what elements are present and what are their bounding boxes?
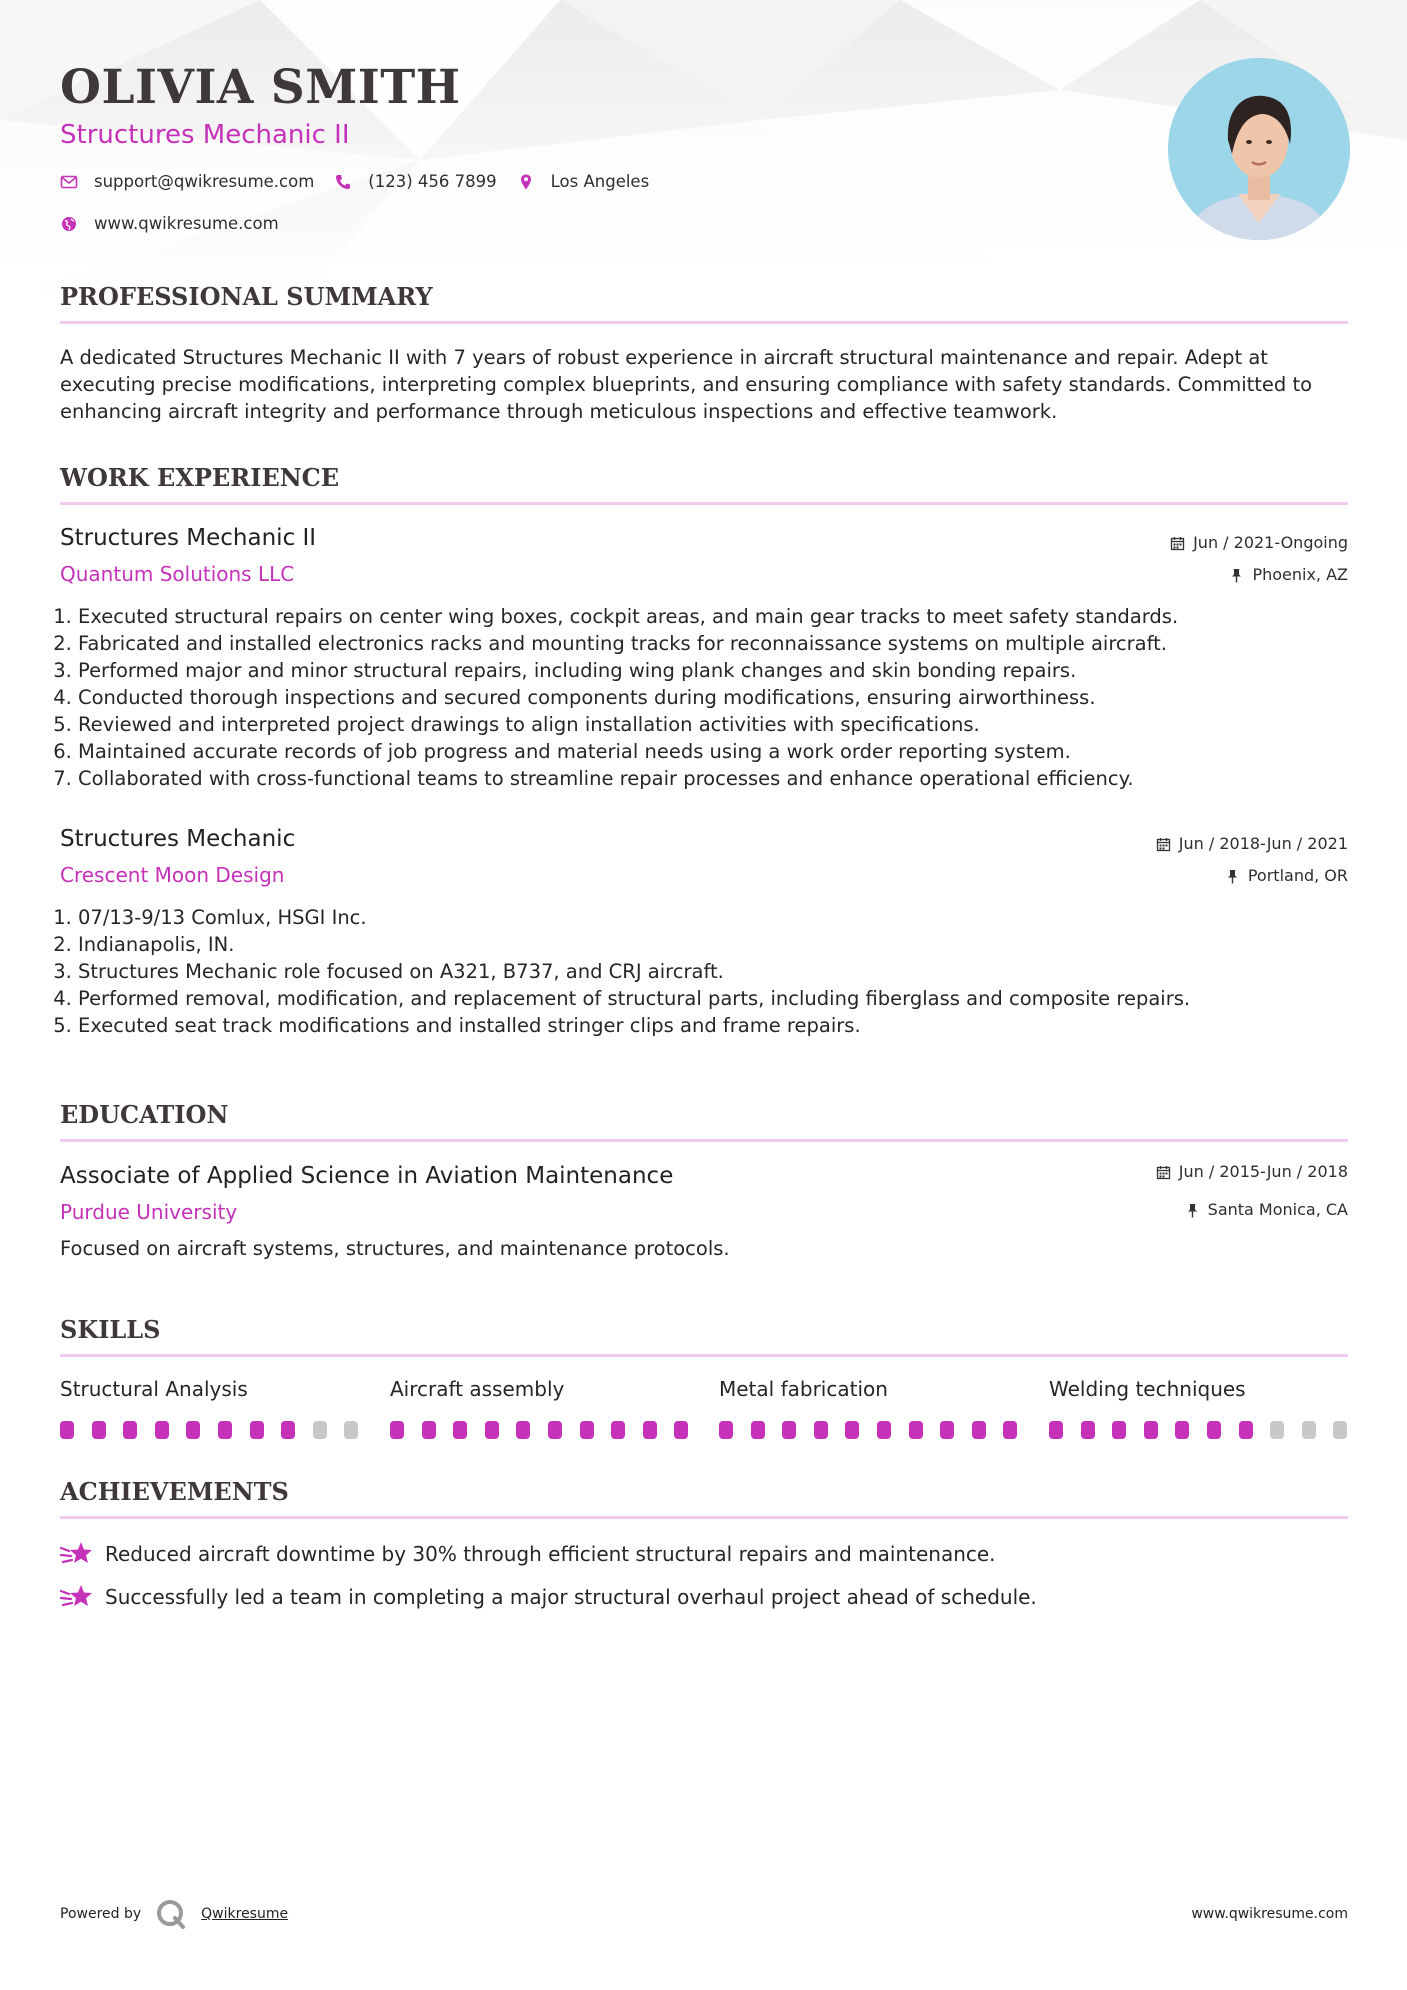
education-dates-text: Jun / 2015-Jun / 2018: [1178, 1162, 1348, 1181]
section-title-achievements: ACHIEVEMENTS: [60, 1477, 289, 1506]
skill-dot-filled: [1003, 1421, 1017, 1439]
skill-rating: [1049, 1421, 1349, 1439]
section-divider: [60, 1139, 1348, 1142]
skill-dot-filled: [909, 1421, 923, 1439]
skill-dot-filled: [1049, 1421, 1063, 1439]
job-location-text: Portland, OR: [1247, 866, 1348, 885]
skill-dot-filled: [1175, 1421, 1189, 1439]
pushpin-icon: [1185, 1203, 1200, 1218]
skill-dot-filled: [218, 1421, 232, 1439]
skill-item: [719, 1375, 1019, 1403]
map-marker-icon: [517, 173, 535, 191]
achievement-text: Reduced aircraft downtime by 30% through efficient structural repairs and maintenance.: [105, 1542, 996, 1566]
qwikresume-link[interactable]: Qwikresume: [201, 1906, 289, 1922]
list-item: 2. Indianapolis, IN.: [78, 931, 1348, 958]
school-name: Purdue University: [60, 1200, 238, 1224]
phone-text: (123) 456 7899: [368, 172, 497, 191]
list-item: 5. Reviewed and interpreted project drawings to align installation activities with specifications.: [78, 711, 1348, 738]
skill-dot-empty: [1270, 1421, 1284, 1439]
skill-dot-filled: [1239, 1421, 1253, 1439]
skill-dot-filled: [60, 1421, 74, 1439]
skill-dot-filled: [1207, 1421, 1221, 1439]
skill-name: Aircraft assembly: [390, 1377, 565, 1401]
contact-row-2: [60, 214, 299, 233]
job-location: [1225, 865, 1348, 887]
skill-dot-filled: [281, 1421, 295, 1439]
job-dates-text: Jun / 2018-Jun / 2021: [1178, 834, 1348, 853]
skill-dot-empty: [1333, 1421, 1347, 1439]
contact-row-1: [60, 172, 669, 191]
location-text: Los Angeles: [550, 172, 650, 191]
skill-dot-filled: [123, 1421, 137, 1439]
skill-dot-empty: [1302, 1421, 1316, 1439]
list-item: 5. Executed seat track modifications and installed stringer clips and frame repairs.: [78, 1012, 1348, 1039]
education-dates: [1156, 1161, 1348, 1183]
calendar-icon: [1156, 837, 1171, 852]
website-link[interactable]: www.qwikresume.com: [94, 214, 279, 233]
skill-item: [60, 1375, 360, 1403]
skill-dot-empty: [344, 1421, 358, 1439]
skill-rating: [60, 1421, 360, 1439]
skill-dot-filled: [877, 1421, 891, 1439]
summary-text: A dedicated Structures Mechanic II with 7 years of robust experience in aircraft structural maintenance and repair. Adept at executing precise modifications, interpreting complex blueprints, and ensuring compliance with safety standards. Committed to enhancing aircraft integrity and performance through meticulous inspections and effective teamwork.: [60, 346, 1313, 423]
skill-name: Structural Analysis: [60, 1377, 248, 1401]
skill-dot-filled: [548, 1421, 562, 1439]
globe-icon: [60, 215, 78, 233]
candidate-role: Structures Mechanic II: [60, 120, 350, 150]
skill-dot-filled: [1112, 1421, 1126, 1439]
pushpin-icon: [1229, 568, 1244, 583]
skill-dot-filled: [1144, 1421, 1158, 1439]
list-item: 3. Performed major and minor structural repairs, including wing plank changes and skin bonding repairs.: [78, 657, 1348, 684]
section-divider: [60, 321, 1348, 324]
skill-dot-filled: [972, 1421, 986, 1439]
education-location: [1185, 1199, 1348, 1221]
list-item: 7. Collaborated with cross-functional teams to streamline repair processes and enhance operational efficiency.: [78, 765, 1348, 792]
skill-dot-filled: [155, 1421, 169, 1439]
degree-title: Associate of Applied Science in Aviation Maintenance: [60, 1163, 674, 1189]
list-item: 1. 07/13-9/13 Comlux, HSGI Inc.: [78, 904, 1348, 931]
skill-dot-filled: [782, 1421, 796, 1439]
skill-dot-filled: [845, 1421, 859, 1439]
skill-dot-filled: [940, 1421, 954, 1439]
skill-dot-filled: [186, 1421, 200, 1439]
skill-dot-filled: [516, 1421, 530, 1439]
job-dates: [1156, 833, 1348, 855]
skill-dot-filled: [92, 1421, 106, 1439]
job-dates-text: Jun / 2021-Ongoing: [1193, 533, 1348, 552]
qwikresume-logo-icon: [155, 1898, 187, 1930]
footer-website-link[interactable]: www.qwikresume.com: [1191, 1906, 1348, 1922]
candidate-name: OLIVIA SMITH: [60, 60, 461, 115]
skill-dot-filled: [250, 1421, 264, 1439]
profile-photo: [1168, 58, 1350, 240]
shooting-star-icon: [60, 1582, 94, 1612]
job-location: [1229, 564, 1348, 586]
skill-dot-empty: [313, 1421, 327, 1439]
skill-dot-filled: [1081, 1421, 1095, 1439]
company-name: Quantum Solutions LLC: [60, 562, 295, 586]
section-divider: [60, 502, 1348, 505]
skill-item: [390, 1375, 690, 1403]
skill-item: [1049, 1375, 1349, 1403]
skill-dot-filled: [751, 1421, 765, 1439]
section-title-experience: WORK EXPERIENCE: [60, 463, 340, 492]
skill-dot-filled: [485, 1421, 499, 1439]
skill-dot-filled: [643, 1421, 657, 1439]
section-divider: [60, 1516, 1348, 1519]
job-responsibilities: [60, 603, 1348, 792]
powered-by-label: Powered by: [60, 1906, 142, 1922]
skill-dot-filled: [390, 1421, 404, 1439]
section-divider: [60, 1354, 1348, 1357]
calendar-icon: [1156, 1165, 1171, 1180]
shooting-star-icon: [60, 1539, 94, 1569]
pushpin-icon: [1225, 869, 1240, 884]
section-title-summary: PROFESSIONAL SUMMARY: [60, 282, 433, 311]
job-dates: [1170, 532, 1348, 554]
job-responsibilities: [60, 904, 1348, 1039]
skill-name: Metal fabrication: [719, 1377, 888, 1401]
list-item: 4. Conducted thorough inspections and secured components during modifications, ensuring airworthiness.: [78, 684, 1348, 711]
envelope-icon: [60, 173, 78, 191]
section-title-education: EDUCATION: [60, 1100, 229, 1129]
resume-page: [60, 0, 1348, 1990]
list-item: 4. Performed removal, modification, and replacement of structural parts, including fiberglass and composite repairs.: [78, 985, 1348, 1012]
email-link[interactable]: support@qwikresume.com: [94, 172, 315, 191]
skill-rating: [719, 1421, 1019, 1439]
achievement-item: [60, 1539, 996, 1569]
education-location-text: Santa Monica, CA: [1207, 1200, 1348, 1219]
skill-dot-filled: [453, 1421, 467, 1439]
achievement-text: Successfully led a team in completing a major structural overhaul project ahead of schedule.: [105, 1585, 1037, 1609]
skill-dot-filled: [422, 1421, 436, 1439]
skill-name: Welding techniques: [1049, 1377, 1246, 1401]
list-item: 3. Structures Mechanic role focused on A321, B737, and CRJ aircraft.: [78, 958, 1348, 985]
skill-dot-filled: [814, 1421, 828, 1439]
skill-dot-filled: [674, 1421, 688, 1439]
list-item: 1. Executed structural repairs on center wing boxes, cockpit areas, and main gear tracks to meet safety standards.: [78, 603, 1348, 630]
company-name: Crescent Moon Design: [60, 863, 285, 887]
skill-dot-filled: [580, 1421, 594, 1439]
skill-dot-filled: [611, 1421, 625, 1439]
section-title-skills: SKILLS: [60, 1315, 161, 1344]
job-title: Structures Mechanic: [60, 826, 296, 852]
list-item: 2. Fabricated and installed electronics racks and mounting tracks for reconnaissance systems on multiple aircraft.: [78, 630, 1348, 657]
education-description: Focused on aircraft systems, structures, and maintenance protocols.: [60, 1237, 730, 1260]
job-title: Structures Mechanic II: [60, 525, 317, 551]
phone-icon: [334, 173, 352, 191]
footer-powered-by: [60, 1898, 288, 1930]
skill-dot-filled: [719, 1421, 733, 1439]
skill-rating: [390, 1421, 690, 1439]
calendar-icon: [1170, 536, 1185, 551]
list-item: 6. Maintained accurate records of job progress and material needs using a work order reporting system.: [78, 738, 1348, 765]
job-location-text: Phoenix, AZ: [1252, 565, 1348, 584]
achievement-item: [60, 1582, 1037, 1612]
